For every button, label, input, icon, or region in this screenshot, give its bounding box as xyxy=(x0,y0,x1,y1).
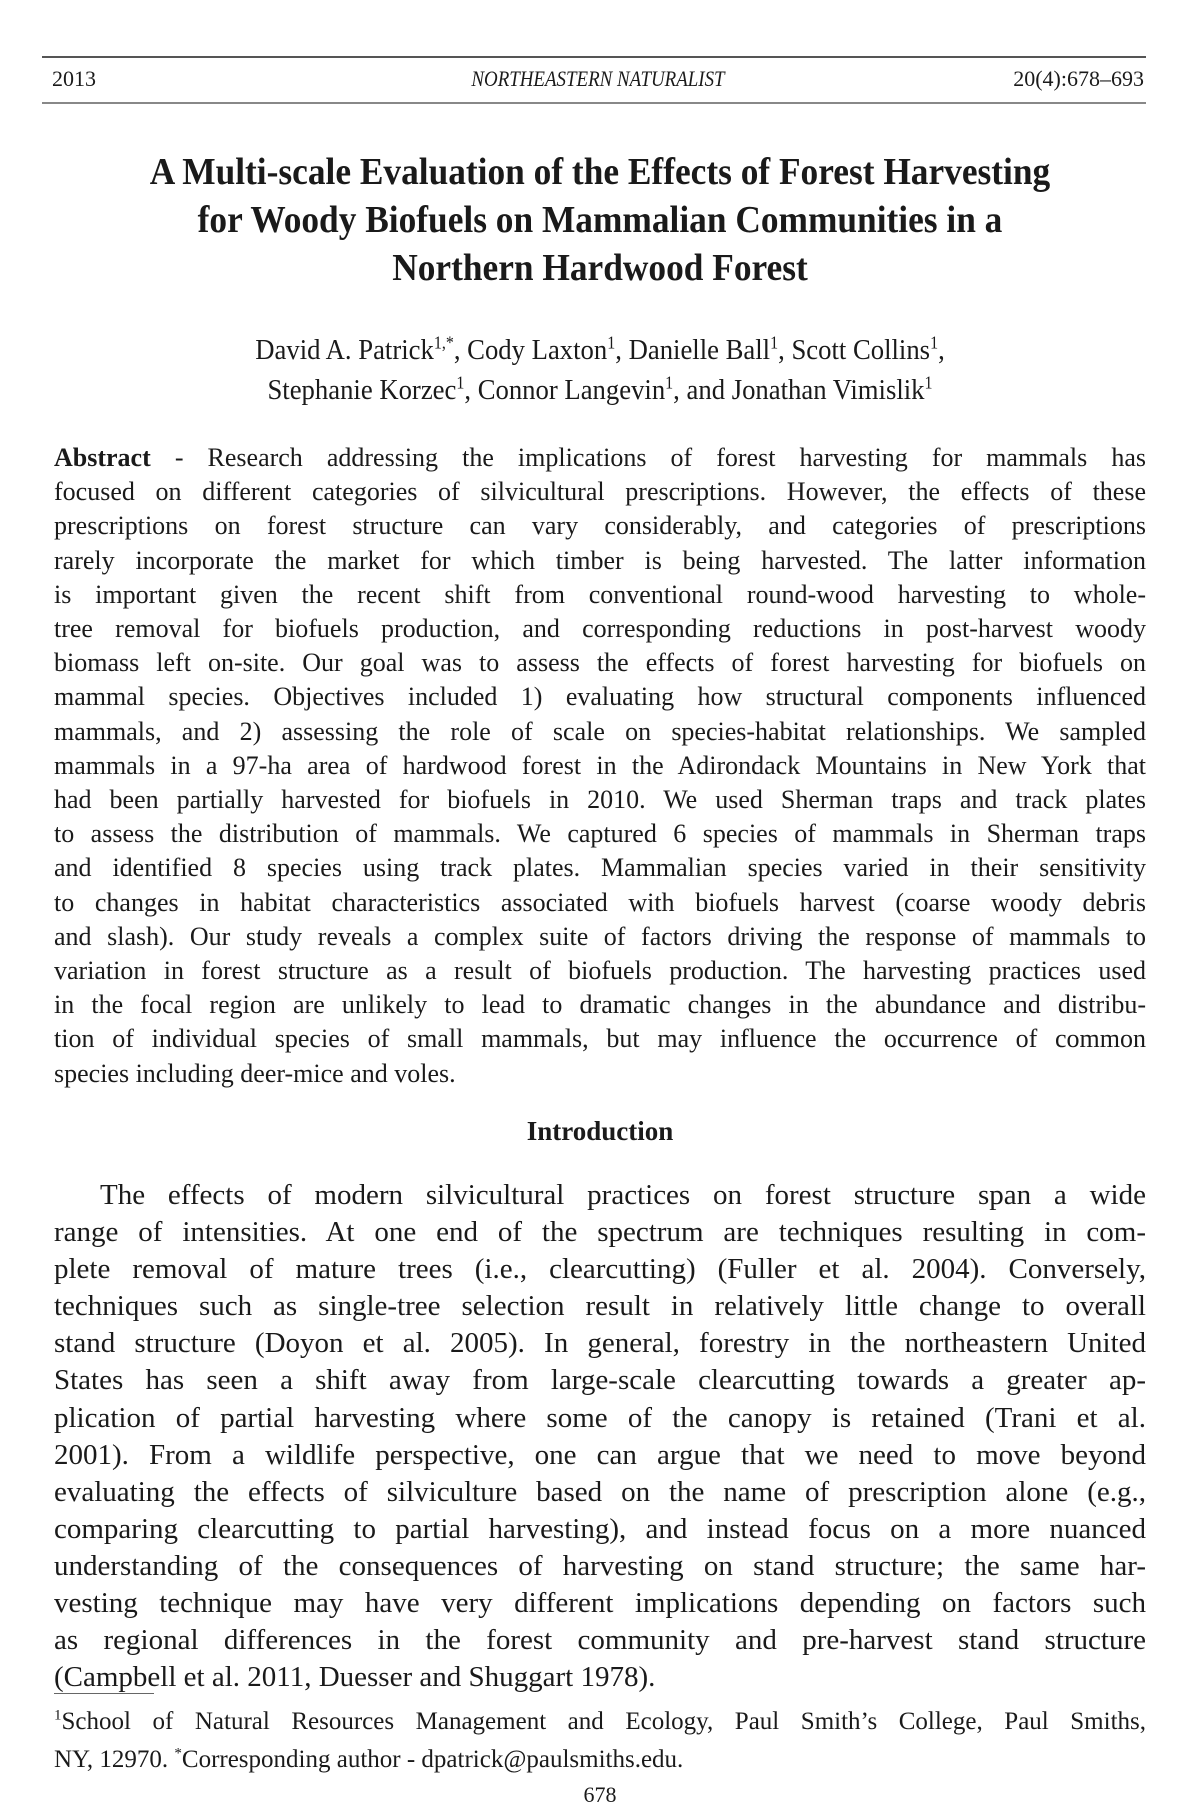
author-list xyxy=(60,330,1140,410)
author-affiliation-mark: 1 xyxy=(607,332,616,353)
header-top-rule xyxy=(42,56,1146,58)
abstract-line: had been partially harvested for biofuels in 2010. We used Sherman traps and track plates xyxy=(54,785,1146,815)
body-line: range of intensities. At one end of the spectrum are techniques resulting in com- xyxy=(54,1216,1146,1249)
footnote-star-mark: * xyxy=(174,1745,182,1762)
footnote-mark: 1 xyxy=(54,1707,62,1724)
author-separator: , xyxy=(453,334,468,366)
body-line: 2001). From a wildlife perspective, one can argue that we need to move beyond xyxy=(54,1438,1146,1471)
author-affiliation-mark: 1 xyxy=(924,372,933,393)
running-head-citation: 20(4):678–693 xyxy=(1013,66,1144,91)
introduction-paragraph xyxy=(54,1177,1146,1696)
author-name: Jonathan Vimislik xyxy=(731,374,925,406)
body-line: stand structure (Doyon et al. 2005). In general, forestry in the northeastern United xyxy=(54,1327,1146,1360)
running-head-journal: NORTHEASTERN NATURALIST xyxy=(471,66,725,91)
author-affiliation-mark: 1 xyxy=(770,332,779,353)
running-head-year: 2013 xyxy=(52,66,96,91)
abstract-dash: - xyxy=(150,443,208,472)
page-number: 678 xyxy=(583,1782,617,1807)
body-line: plete removal of mature trees (i.e., clearcutting) (Fuller et al. 2004). Conversely, xyxy=(54,1253,1146,1286)
abstract-label: Abstract xyxy=(54,443,151,472)
author-name: Cody Laxton xyxy=(467,334,608,366)
abstract-line: and slash). Our study reveals a complex suite of factors driving the response of mammals to xyxy=(54,921,1146,951)
footnote-line-1 xyxy=(54,1703,1146,1741)
abstract-line: species including deer-mice and voles. xyxy=(54,1058,456,1088)
abstract-line: rarely incorporate the market for which timber is being harvested. The latter information xyxy=(54,545,1146,575)
author-affiliation-mark: 1,* xyxy=(433,332,454,353)
corresponding-author-email: Corresponding author - dpatrick@paulsmiths.edu. xyxy=(181,1746,684,1773)
title-line: A Multi-scale Evaluation of the Effects of Forest Harvesting xyxy=(149,151,1051,193)
header-bottom-rule xyxy=(42,102,1146,104)
author-separator: , xyxy=(615,334,629,366)
abstract-text: Research addressing the implications of forest harvesting for mammals has xyxy=(207,443,1146,472)
article-title xyxy=(60,148,1140,292)
author-line-1 xyxy=(103,330,1097,370)
running-head xyxy=(52,64,1144,94)
body-line: understanding of the consequences of harvesting on stand structure; the same har- xyxy=(54,1549,1146,1582)
title-line: Northern Hardwood Forest xyxy=(392,247,808,289)
body-line: vesting technique may have very different implications depending on factors such xyxy=(54,1587,1146,1620)
body-line: States has seen a shift away from large-scale clearcutting towards a greater ap- xyxy=(54,1364,1146,1397)
author-name: Connor Langevin xyxy=(477,374,666,406)
author-separator: , xyxy=(464,374,478,406)
abstract-line: is important given the recent shift from conventional round-wood harvesting to whole- xyxy=(54,579,1146,609)
abstract-line: variation in forest structure as a result of biofuels production. The harvesting practices used xyxy=(54,956,1146,986)
body-line: techniques such as single-tree selection result in relatively little change to overall xyxy=(54,1290,1146,1323)
author-separator: , xyxy=(778,334,792,366)
abstract-line: to changes in habitat characteristics associated with biofuels harvest (coarse woody debris xyxy=(54,887,1146,917)
footnote-affiliation: School of Natural Resources Management and Ecology, Paul Smith’s College, Paul Smiths, xyxy=(61,1708,1146,1735)
author-separator: , xyxy=(938,334,945,366)
abstract-line: prescriptions on forest structure can vary considerably, and categories of prescriptions xyxy=(54,511,1146,541)
body-line: as regional differences in the forest community and pre-harvest stand structure xyxy=(54,1624,1146,1657)
body-line: evaluating the effects of silviculture based on the name of prescription alone (e.g., xyxy=(54,1475,1146,1508)
section-heading-introduction: Introduction xyxy=(526,1116,674,1146)
abstract-line: biomass left on-site. Our goal was to assess the effects of forest harvesting for biofuels on xyxy=(54,648,1146,678)
abstract-line: mammals in a 97-ha area of hardwood forest in the Adirondack Mountains in New York that xyxy=(54,750,1146,780)
author-name: Scott Collins xyxy=(791,334,931,366)
abstract-line: to assess the distribution of mammals. We captured 6 species of mammals in Sherman traps xyxy=(54,819,1146,849)
body-line: comparing clearcutting to partial harvesting), and instead focus on a more nuanced xyxy=(54,1512,1146,1545)
abstract-line xyxy=(54,441,1146,475)
abstract-line: and identified 8 species using track plates. Mammalian species varied in their sensitivity xyxy=(54,853,1146,883)
abstract-line: mammals, and 2) assessing the role of scale on species-habitat relationships. We sampled xyxy=(54,716,1146,746)
author-separator: , and xyxy=(673,374,732,406)
abstract-line: tree removal for biofuels production, and corresponding reductions in post-harvest woody xyxy=(54,614,1146,644)
abstract-line: tion of individual species of small mammals, but may influence the occurrence of common xyxy=(54,1024,1146,1054)
author-name: Danielle Ball xyxy=(628,334,771,366)
author-line-2 xyxy=(103,370,1097,410)
author-name: David A. Patrick xyxy=(255,334,434,366)
footnote-line-2 xyxy=(54,1741,1146,1779)
abstract-line: in the focal region are unlikely to lead to dramatic changes in the abundance and distribu- xyxy=(54,990,1146,1020)
author-name: Stephanie Korzec xyxy=(267,374,457,406)
abstract xyxy=(54,441,1146,1091)
footnote xyxy=(54,1703,1146,1779)
title-line: for Woody Biofuels on Mammalian Communities in a xyxy=(197,199,1003,241)
abstract-line: focused on different categories of silvicultural prescriptions. However, the effects of these xyxy=(54,477,1146,507)
author-affiliation-mark: 1 xyxy=(665,372,674,393)
abstract-line: mammal species. Objectives included 1) evaluating how structural components influenced xyxy=(54,682,1146,712)
body-line: (Campbell et al. 2011, Duesser and Shuggart 1978). xyxy=(54,1661,656,1694)
footnote-zip: NY, 12970. xyxy=(54,1746,175,1773)
footnote-separator xyxy=(54,1693,154,1694)
body-line: plication of partial harvesting where some of the canopy is retained (Trani et al. xyxy=(54,1401,1146,1434)
body-line: The effects of modern silvicultural practices on forest structure span a wide xyxy=(100,1179,1146,1211)
author-affiliation-mark: 1 xyxy=(930,332,939,353)
author-affiliation-mark: 1 xyxy=(456,372,465,393)
